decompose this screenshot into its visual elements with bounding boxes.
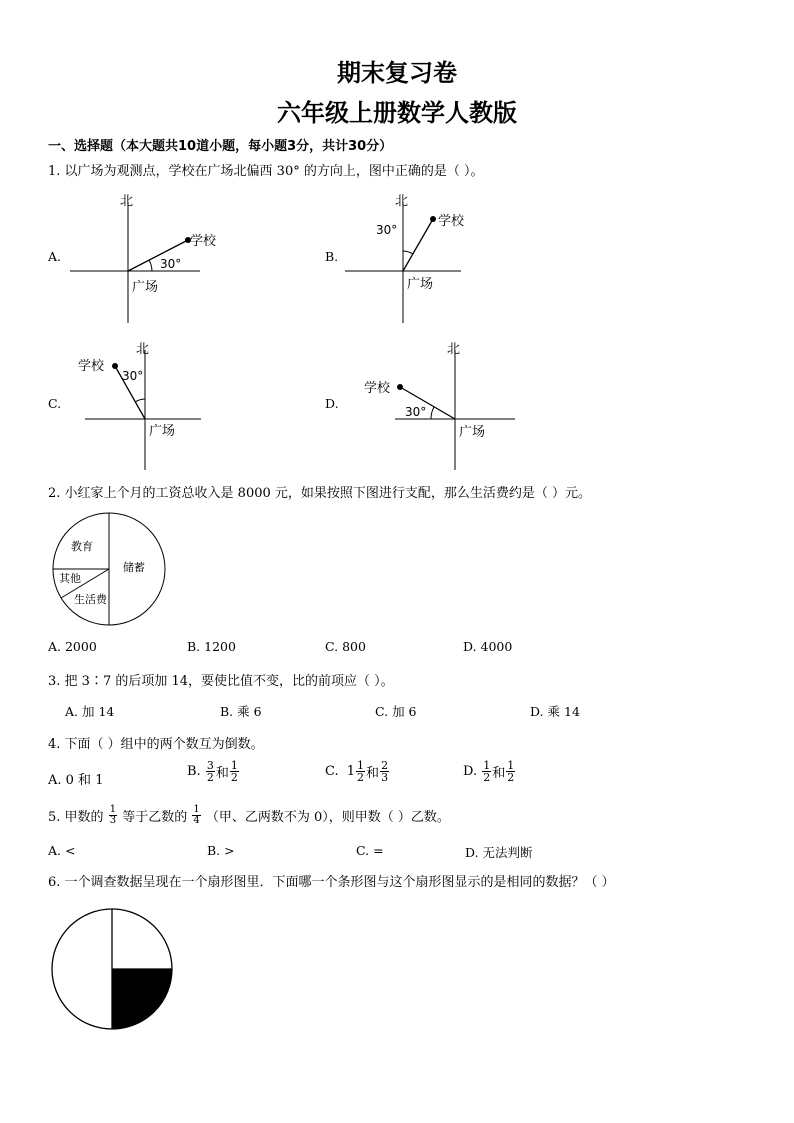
north-label: 北 [136, 342, 150, 357]
q3-option-c[interactable]: C. 加 6 [375, 704, 417, 719]
q2-option-d[interactable]: D. 4000 [463, 639, 513, 654]
school-label: 学校 [190, 234, 217, 249]
north-label: 北 [395, 194, 409, 209]
question-1-text: 1. 以广场为观测点，学校在广场北偏西 30° 的方向上，图中正确的是（ ）。 [48, 164, 484, 179]
question-4-text: 4. 下面（ ）组中的两个数互为倒数。 [48, 737, 264, 752]
angle-arc [403, 251, 413, 254]
q2-pie-chart [50, 512, 170, 627]
q1-option-b-label[interactable]: B. [325, 249, 339, 264]
plaza-label: 广场 [459, 425, 486, 440]
q1-option-c-label[interactable]: C. [48, 396, 62, 411]
q1-option-d-label[interactable]: D. [325, 396, 339, 411]
fraction: $\frac{3}{2}$ [206, 759, 214, 784]
q4-option-a[interactable]: A. 0 和 1 [48, 773, 104, 788]
question-5-text: 5. 甲数的 $\frac{1}{3}$ 等于乙数的 $\frac{1}{4}$ （甲、乙两数不为 0），则甲数（ ）乙数。 [48, 804, 450, 826]
pie-label-living: 生活费 [74, 593, 107, 606]
q3-option-d[interactable]: D. 乘 14 [530, 704, 580, 719]
and-word: 和 [492, 766, 506, 781]
school-dot [430, 216, 436, 222]
fraction: $\frac{1}{2}$ [483, 759, 491, 784]
fraction: $\frac{1}{2}$ [230, 759, 238, 784]
q1-option-a-label[interactable]: A. [48, 249, 62, 264]
plaza-label: 广场 [132, 280, 159, 295]
option-label: D. [463, 764, 478, 779]
fraction: $\frac{2}{3}$ [381, 759, 389, 784]
north-label: 北 [120, 194, 134, 209]
option-label: B. [187, 764, 201, 779]
q5-option-a[interactable]: A. < [48, 843, 76, 858]
page-subtitle: 六年级上册数学人教版 [277, 99, 517, 127]
section-heading: 一、选择题（本大题共10道小题，每小题3分，共计30分） [48, 139, 393, 154]
q4-option-c[interactable] [325, 760, 390, 783]
and-word: 和 [215, 766, 229, 781]
q1-diagram-a [60, 190, 260, 330]
q4-option-d[interactable] [463, 760, 516, 783]
and-word: 和 [366, 766, 380, 781]
option-label: C. [325, 764, 339, 779]
question-3-text: 3. 把 3∶7 的后项加 14，要使比值不变，比的前项应（ ）。 [48, 674, 394, 689]
q6-pie-chart [49, 906, 175, 1032]
q2-option-a[interactable]: A. 2000 [48, 639, 97, 654]
north-label: 北 [447, 342, 461, 357]
school-label: 学校 [438, 214, 465, 229]
q2-option-b[interactable]: B. 1200 [187, 639, 236, 654]
pie-slice-black [112, 969, 172, 1029]
fraction: $\frac{1}{2}$ [357, 759, 365, 784]
q1-diagram-c [75, 338, 275, 478]
plaza-label: 广场 [407, 277, 434, 292]
q5-option-d[interactable]: D. 无法判断 [465, 845, 533, 860]
q3-option-b[interactable]: B. 乘 6 [220, 704, 262, 719]
whole-number: 1 [346, 764, 356, 779]
page-title: 期末复习卷 [337, 59, 457, 87]
q2-option-c[interactable]: C. 800 [325, 639, 366, 654]
pie-label-other: 其他 [59, 572, 81, 585]
q5-option-c[interactable]: C. = [356, 843, 384, 858]
angle-label: 30° [160, 257, 182, 271]
angle-label: 30° [405, 405, 427, 419]
angle-arc [149, 260, 152, 271]
school-dot [112, 363, 118, 369]
question-6-text: 6. 一个调查数据呈现在一个扇形图里．下面哪一个条形图与这个扇形图显示的是相同的数据？（ ） [48, 875, 615, 890]
angle-label: 30° [122, 369, 144, 383]
angle-arc [135, 399, 145, 402]
pie-label-education: 教育 [71, 540, 93, 553]
q3-option-a[interactable]: A. 加 14 [65, 704, 115, 719]
school-label: 学校 [364, 381, 391, 396]
q5-option-b[interactable]: B. > [207, 843, 235, 858]
school-label: 学校 [78, 359, 105, 374]
fraction: $\frac{1}{3}$ [109, 804, 117, 826]
angle-arc [431, 407, 434, 419]
fraction: $\frac{1}{2}$ [507, 759, 515, 784]
fraction: $\frac{1}{4}$ [193, 804, 200, 826]
direction-line [403, 219, 433, 271]
plaza-label: 广场 [149, 424, 176, 439]
q4-option-b[interactable] [187, 760, 240, 783]
school-dot [397, 384, 403, 390]
q1-diagram-b [335, 190, 535, 330]
pie-label-savings: 储蓄 [123, 561, 145, 574]
angle-label: 30° [376, 223, 398, 237]
q1-diagram-d [355, 338, 555, 478]
question-2-text: 2. 小红家上个月的工资总收入是 8000 元，如果按照下图进行支配，那么生活费约是（ ）元。 [48, 486, 592, 501]
